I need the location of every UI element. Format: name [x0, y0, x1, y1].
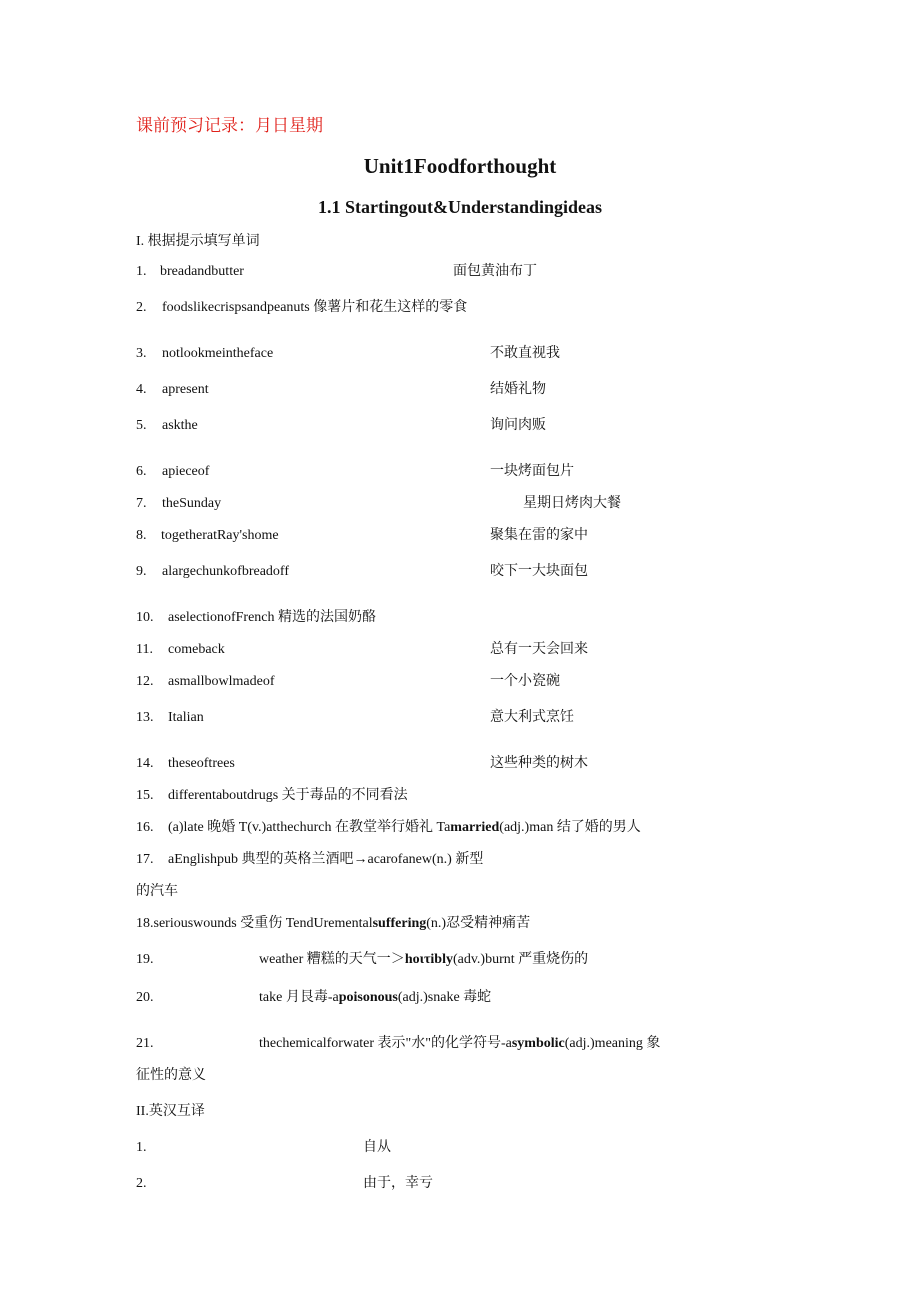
- item-english: asmallbowlmadeof: [168, 674, 275, 689]
- item-chinese: 一个小瓷碗: [490, 674, 560, 689]
- item-english: askthe: [162, 418, 198, 433]
- item-number: 16.: [136, 820, 154, 835]
- item-english: differentaboutdrugs 关于毒品的不同看法: [168, 788, 408, 803]
- item-english: apresent: [162, 382, 209, 397]
- item-number: 20.: [136, 990, 154, 1005]
- item-english: theSunday: [162, 496, 222, 511]
- item-chinese: 由于，幸亏: [363, 1176, 433, 1191]
- item-english: Italian: [168, 710, 204, 725]
- item-english: comeback: [168, 642, 225, 657]
- item-english: breadandbutter: [160, 264, 244, 279]
- item-chinese: 意大利式烹饪: [490, 710, 574, 725]
- item-number: 4.: [136, 382, 147, 397]
- item-number: 12.: [136, 674, 154, 689]
- item-number: 9.: [136, 564, 147, 579]
- item-chinese: 结婚礼物: [490, 382, 546, 397]
- item-number: 10.: [136, 610, 154, 625]
- item-number: 1.: [136, 264, 147, 279]
- item-number: 7.: [136, 496, 147, 511]
- item-number: 15.: [136, 788, 154, 803]
- section-1-heading: I. 根据提示填写单词: [136, 234, 260, 249]
- item-chinese: 一块烤面包片: [490, 464, 574, 479]
- item-number: 14.: [136, 756, 154, 771]
- page-title: Unit1Foodforthought: [363, 154, 557, 178]
- section-subtitle: 1.1 Startingout&Understandingideas: [317, 197, 603, 217]
- item-english: foodslikecrispsandpeanuts 像薯片和花生这样的零食: [162, 300, 468, 315]
- item-20-text: take 月艮毒-apoisonous(adj.)snake 毒蛇: [259, 990, 492, 1005]
- item-chinese: 自从: [363, 1140, 391, 1155]
- item-chinese: 询问肉贩: [490, 418, 546, 433]
- item-chinese: 面包黄油布丁: [453, 264, 537, 279]
- item-chinese: 聚集在雷的家中: [490, 528, 588, 543]
- item-english: theseoftrees: [168, 756, 235, 771]
- item-17-continuation: 的汽车: [136, 884, 178, 899]
- item-16-text: (a)late 晚婚 T(v.)atthechurch 在教堂举行婚礼 Tamarried(adj.)man 结了婚的男人: [168, 820, 641, 835]
- item-chinese: 星期日烤肉大餐: [523, 496, 621, 511]
- item-chinese: 咬下一大块面包: [490, 564, 588, 579]
- item-21-continuation: 征性的意义: [136, 1068, 206, 1083]
- item-number: 1.: [136, 1140, 147, 1155]
- item-chinese: 不敢直视我: [490, 346, 560, 361]
- item-number: 21.: [136, 1036, 154, 1051]
- item-number: 19.: [136, 952, 154, 967]
- item-english: notlookmeintheface: [162, 346, 274, 361]
- item-english: togetheratRay'shome: [161, 528, 279, 543]
- item-number: 2.: [136, 1176, 147, 1191]
- item-number: 5.: [136, 418, 147, 433]
- item-number: 13.: [136, 710, 154, 725]
- item-number: 11.: [136, 642, 153, 657]
- item-english: apieceof: [162, 464, 210, 479]
- item-number: 6.: [136, 464, 147, 479]
- item-english: aselectionofFrench 精选的法国奶酪: [168, 610, 377, 625]
- item-number: 3.: [136, 346, 147, 361]
- item-english: alargechunkofbreadoff: [162, 564, 289, 579]
- item-number: 8.: [136, 528, 147, 543]
- preview-record: 课前预习记录：月日星期: [136, 116, 323, 135]
- item-18-text: 18.seriouswounds 受重伤 TendUrementalsuffering(n.)忍受精神痛苦: [136, 916, 531, 931]
- item-chinese: 这些种类的树木: [490, 756, 588, 771]
- item-17-text: aEnglishpub 典型的英格兰酒吧→acarofanew(n.) 新型: [168, 852, 484, 867]
- item-number: 17.: [136, 852, 154, 867]
- item-chinese: 总有一天会回来: [490, 642, 588, 657]
- item-19-text: weather 糟糕的天气一＞hoιτibly(adv.)burnt 严重烧伤的: [259, 952, 589, 967]
- item-number: 2.: [136, 300, 147, 315]
- item-21-text: thechemicalforwater 表示"水"的化学符号-asymbolic(adj.)meaning 象: [259, 1036, 661, 1051]
- section-2-heading: II.英汉互译: [136, 1104, 205, 1119]
